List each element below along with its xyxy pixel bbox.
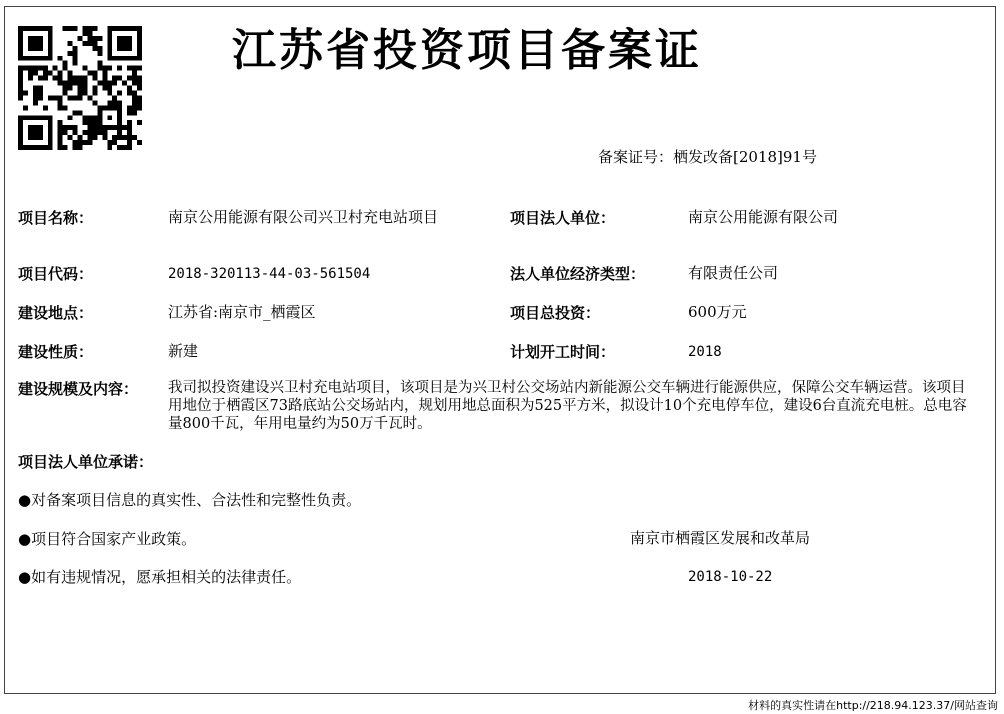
scale-label: 建设规模及内容：: [18, 380, 139, 398]
scale-value: 我司拟投资建设兴卫村充电站项目，该项目是为兴卫村公交场站内新能源公交车辆进行能源供应，保障公交车辆运营。该项目用地位于栖霞区73路底站公交场站内，规划用地总面积为525平方米，拟设计10个充电停车位，建设6台直流充电桩。总电容量800千瓦，年用电量约为50万千瓦时。: [168, 380, 967, 432]
project-name-label: 项目名称：: [18, 209, 94, 227]
project-name-value: 南京公用能源有限公司兴卫村充电站项目: [168, 208, 439, 226]
record-number: 备案证号：栖发改备[2018]91号: [598, 148, 817, 166]
certificate-frame: [4, 6, 996, 694]
total-investment-label: 项目总投资：: [510, 304, 601, 322]
commitment-item: ●项目符合国家产业政策。: [18, 530, 197, 548]
commitment-heading: 项目法人单位承诺：: [18, 453, 154, 471]
legal-unit-label: 项目法人单位：: [510, 209, 616, 227]
project-code-label: 项目代码：: [18, 265, 94, 283]
issue-date: 2018-10-22: [688, 569, 773, 585]
commitment-item: ●如有违规情况，愿承担相关的法律责任。: [18, 568, 302, 586]
verification-footer: 材料的真实性请在http://218.94.123.37/网站查询: [748, 699, 998, 712]
nature-label: 建设性质：: [18, 343, 94, 361]
qr-code: [18, 26, 142, 150]
issuing-authority: 南京市栖霞区发展和改革局: [630, 529, 811, 547]
total-investment-value: 600万元: [688, 303, 747, 321]
economic-type-value: 有限责任公司: [688, 264, 779, 282]
commitment-item: ●对备案项目信息的真实性、合法性和完整性负责。: [18, 491, 362, 509]
certificate-title: 江苏省投资项目备案证: [232, 25, 702, 76]
project-code-value: 2018-320113-44-03-561504: [168, 266, 371, 282]
start-time-label: 计划开工时间：: [510, 343, 616, 361]
location-value: 江苏省:南京市_栖霞区: [168, 303, 316, 321]
economic-type-label: 法人单位经济类型：: [510, 265, 646, 283]
start-time-value: 2018: [688, 344, 722, 360]
legal-unit-value: 南京公用能源有限公司: [688, 208, 839, 226]
location-label: 建设地点：: [18, 304, 94, 322]
nature-value: 新建: [168, 342, 199, 360]
